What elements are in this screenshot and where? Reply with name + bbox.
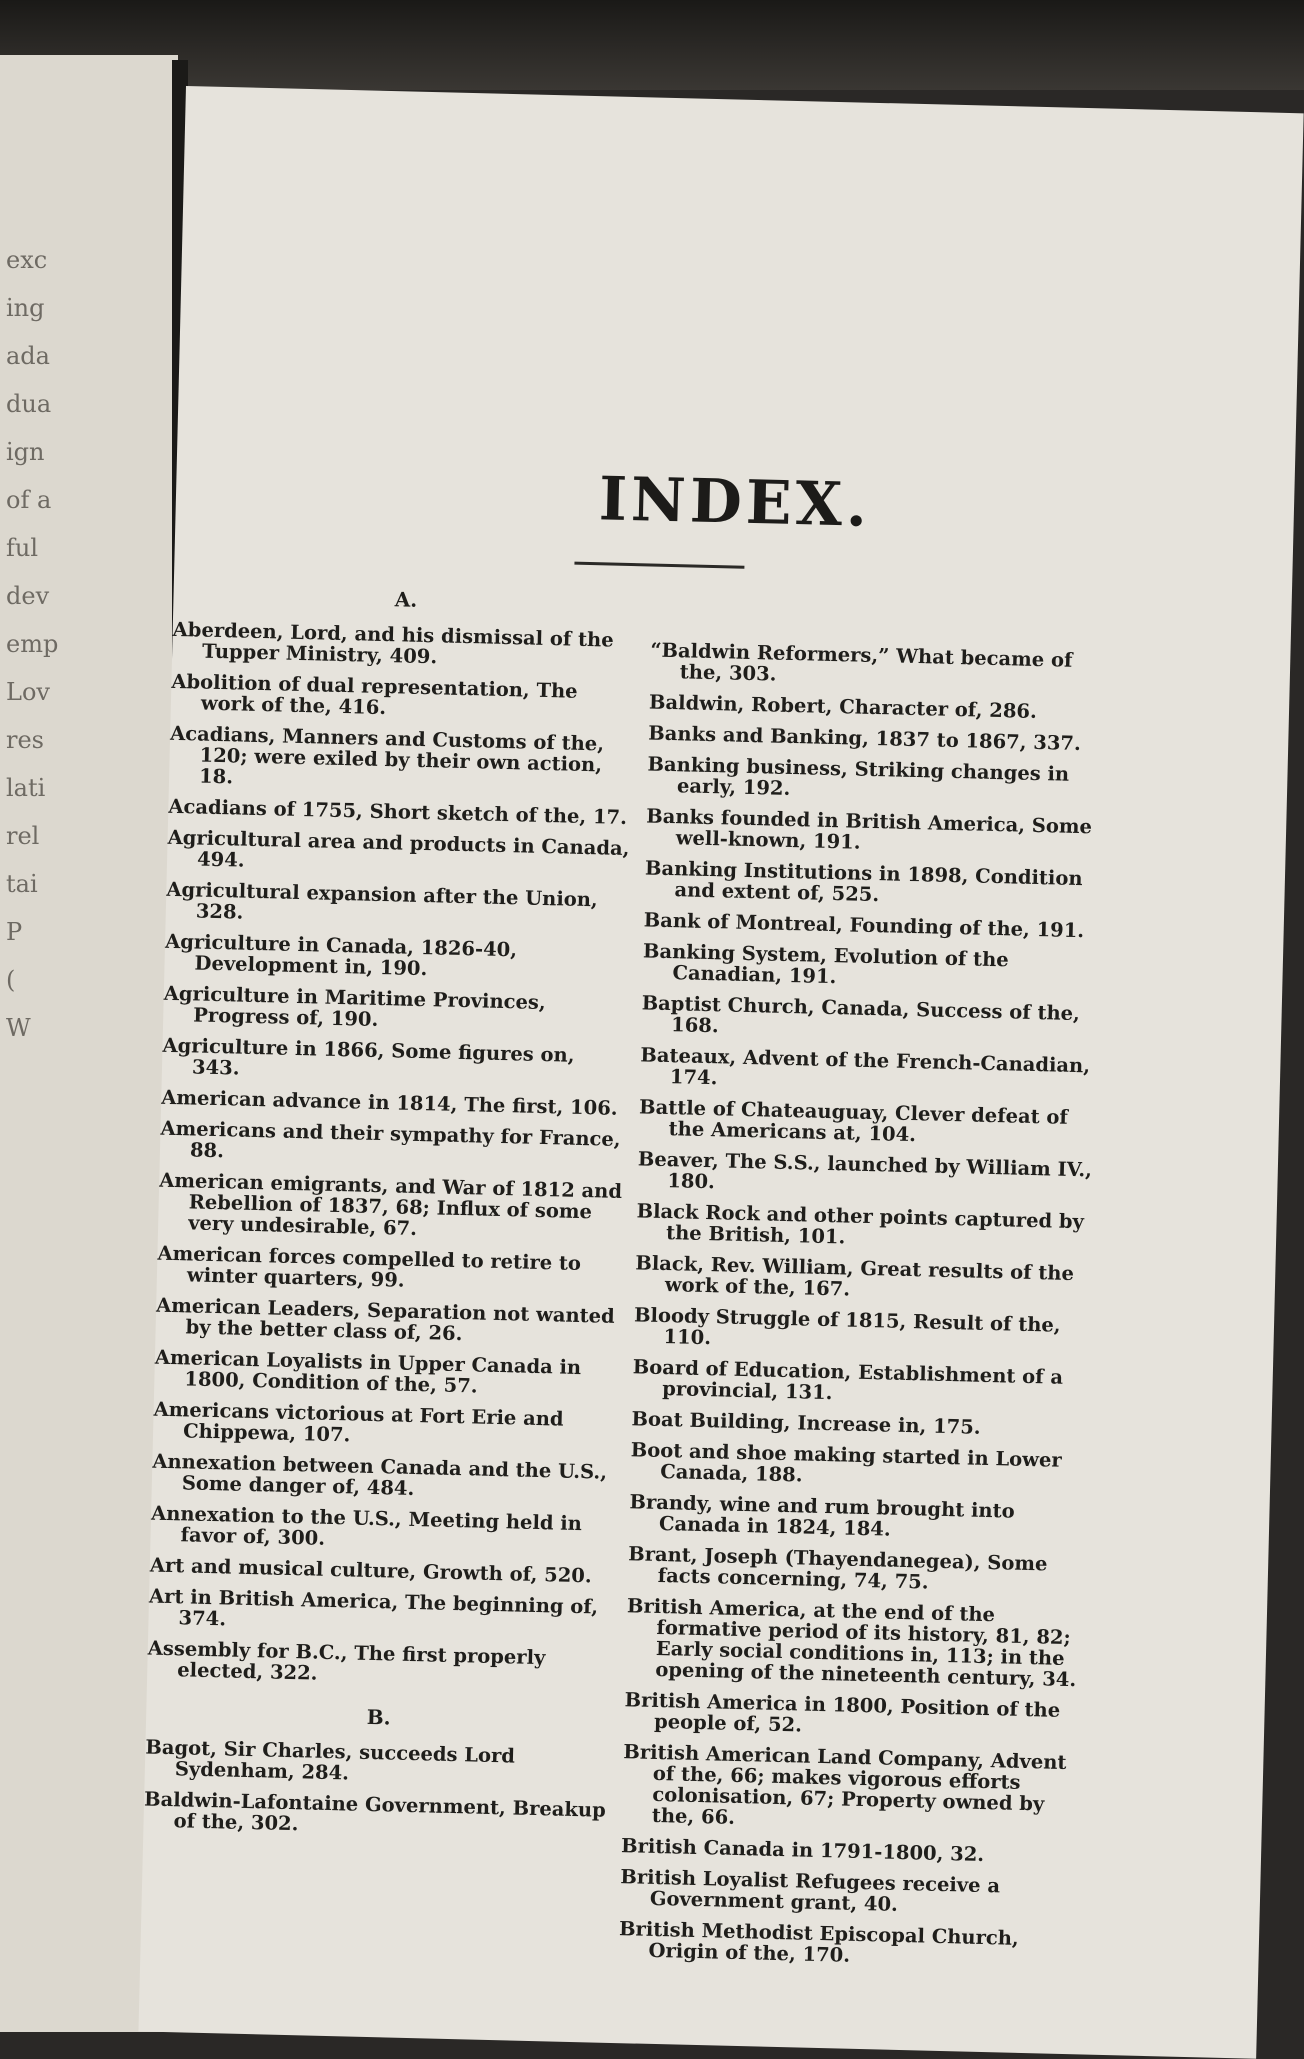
index-entry: Banks founded in British America, Some well-known, 191. [646, 804, 1093, 854]
index-entry: Brandy, wine and rum brought into Canada in 1824, 184. [629, 1490, 1015, 1541]
index-entry: Annexation between Canada and the U.S., Some danger of, 484. [152, 1449, 608, 1500]
index-entry: Boot and shoe making started in Lower Canada, 188. [630, 1438, 1062, 1487]
index-entry: Banking business, Striking changes in early, 192. [647, 752, 1070, 800]
index-entry: American emigrants, and War of 1812 and Rebellion of 1837, 68; Influx of some very undesirable, 67. [158, 1168, 623, 1240]
facing-page-fragment: emp [6, 630, 59, 658]
facing-page-fragment: P [6, 918, 23, 946]
index-entry: “Baldwin Reformers,” What became of the, 303. [650, 638, 1073, 686]
index-entry: Banks and Banking, 1837 to 1867, 337. [648, 721, 1082, 756]
facing-page-fragment: ful [6, 534, 39, 562]
index-entry: Battle of Chateauguay, Clever defeat of the Americans at, 104. [638, 1095, 1069, 1147]
index-entry: Annexation to the U.S., Meeting held in favor of, 300. [150, 1501, 583, 1550]
index-entry: Black Rock and other points captured by the British, 101. [636, 1199, 1085, 1249]
page-title: INDEX. [598, 464, 872, 541]
facing-page-fragment: ign [6, 438, 45, 466]
index-entry: Abolition of dual representation, The work of the, 416. [171, 669, 578, 720]
index-entry: British American Land Company, Advent of the, 66; makes vigorous efforts colonisation, 67; Property owned by the, 66. [623, 1740, 1067, 1829]
section-heading: B. [366, 1704, 391, 1730]
index-entry: Agriculture in Canada, 1826-40, Development in, 190. [164, 929, 518, 981]
index-entry: Beaver, The S.S., launched by William IV., 180. [637, 1147, 1093, 1194]
facing-page-fragment: dev [6, 582, 50, 610]
index-entry: Agriculture in Maritime Provinces, Progress of, 190. [163, 981, 546, 1031]
index-entry: Americans and their sympathy for France, 88. [160, 1116, 621, 1163]
facing-page-fragment: lati [6, 774, 46, 802]
index-entry: Art and musical culture, Growth of, 520. [149, 1553, 592, 1588]
index-entry: Bloody Struggle of 1815, Result of the, 110. [633, 1303, 1061, 1350]
facing-page-fragment: ( [6, 966, 16, 994]
index-entry: Bateaux, Advent of the French-Canadian, 174. [640, 1043, 1091, 1090]
index-entry: Assembly for B.C., The first properly elected, 322. [147, 1636, 546, 1685]
facing-page-fragment: Lov [6, 678, 50, 706]
index-entry: Agricultural area and products in Canada, 494. [167, 825, 630, 872]
index-entry: British America, at the end of the formative period of its history, 81, 82; Early social conditions in, 113; in the opening of the nineteenth century, 34. [626, 1594, 1077, 1692]
index-entry: British Canada in 1791-1800, 32. [620, 1834, 985, 1867]
index-entry: American Leaders, Separation not wanted by the better class of, 26. [155, 1293, 615, 1346]
index-entry: Bagot, Sir Charles, succeeds Lord Sydenham, 284. [145, 1735, 516, 1785]
index-entry: Art in British America, The beginning of, 374. [148, 1584, 599, 1631]
index-entry: Baptist Church, Canada, Success of the, 168. [641, 991, 1081, 1038]
facing-page-fragment: rel [6, 822, 40, 850]
facing-page-fragment: exc [6, 246, 48, 274]
index-entry: American advance in 1814, The first, 106. [161, 1085, 618, 1120]
index-column-left [143, 576, 639, 1852]
facing-page-fragment: ing [6, 294, 45, 322]
scan-background [0, 0, 1304, 90]
index-entry: Baldwin, Robert, Character of, 286. [648, 690, 1038, 723]
index-entry: Acadians of 1755, Short sketch of the, 17. [168, 794, 628, 829]
index-entry: Boat Building, Increase in, 175. [631, 1407, 981, 1439]
index-entry: British Methodist Episcopal Church, Origin of the, 170. [618, 1917, 1020, 1967]
index-entry: Black, Rev. William, Great results of the work of the, 167. [635, 1251, 1075, 1301]
index-entry: Banking Institutions in 1898, Condition and extent of, 525. [644, 856, 1083, 907]
index-entry: British America in 1800, Position of the people of, 52. [624, 1688, 1061, 1737]
facing-page-fragment: of a [6, 486, 52, 514]
facing-page-fragment: W [6, 1014, 31, 1042]
index-entry: Aberdeen, Lord, and his dismissal of the Tupper Ministry, 409. [172, 617, 614, 669]
index-entry: Banking System, Evolution of the Canadian, 191. [642, 939, 1009, 989]
index-entry: Agriculture in 1866, Some figures on, 343. [162, 1033, 575, 1080]
index-entry: Brant, Joseph (Thayendanegea), Some facts concerning, 74, 75. [627, 1542, 1048, 1594]
index-entry: British Loyalist Refugees receive a Government grant, 40. [620, 1865, 1001, 1916]
index-page [138, 86, 1303, 2059]
index-column-right [618, 640, 1115, 1982]
facing-page-fragment: res [6, 726, 44, 754]
index-entry: Board of Education, Establishment of a provincial, 131. [632, 1355, 1064, 1405]
facing-page-fragment: ada [6, 342, 50, 370]
facing-page-fragment: tai [6, 870, 38, 898]
section-heading: A. [394, 587, 418, 612]
index-entry: American forces compelled to retire to winter quarters, 99. [157, 1241, 582, 1292]
title-rule [574, 562, 744, 569]
index-entry: Bank of Montreal, Founding of the, 191. [643, 908, 1085, 943]
index-entry: Acadians, Manners and Customs of the, 120; were exiled by their own action, 18. [169, 721, 605, 789]
index-entry: American Loyalists in Upper Canada in 1800, Condition of the, 57. [154, 1345, 582, 1398]
index-entry: Americans victorious at Fort Erie and Chippewa, 107. [153, 1397, 564, 1447]
index-entry: Baldwin-Lafontaine Government, Breakup of the, 302. [143, 1787, 607, 1836]
index-entry: Agricultural expansion after the Union, 328. [166, 877, 599, 924]
facing-page-fragment: dua [6, 390, 52, 418]
